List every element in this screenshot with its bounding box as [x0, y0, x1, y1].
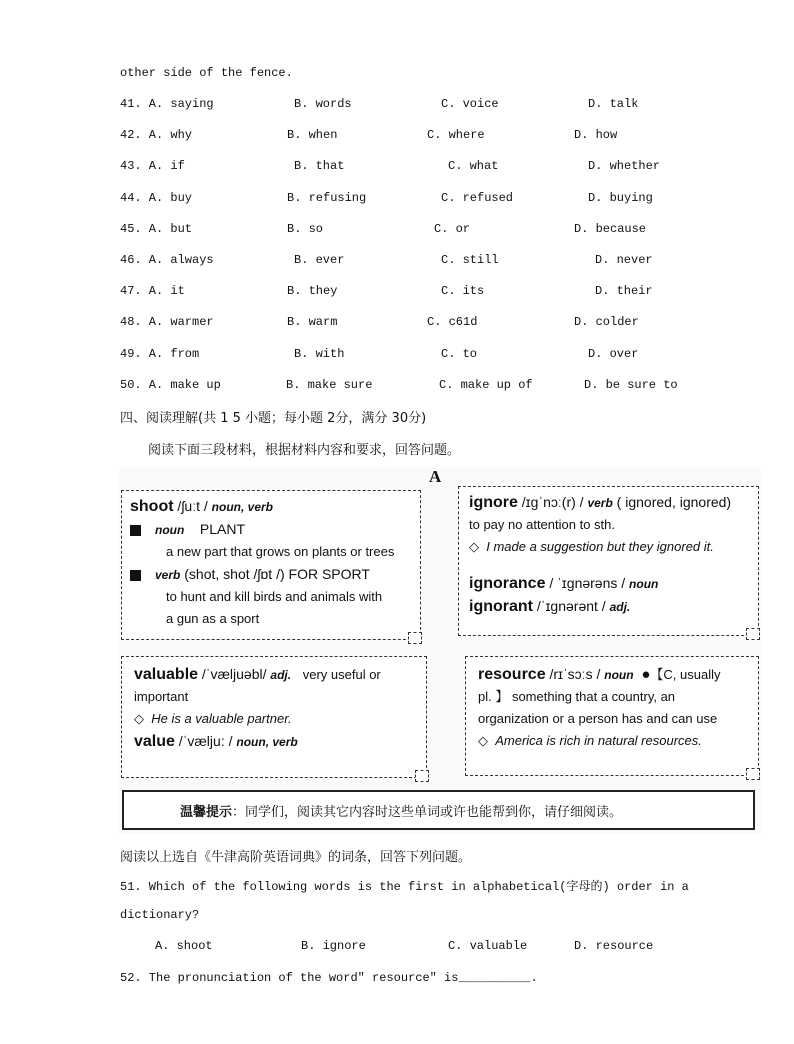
option-d: D. colder: [574, 315, 639, 329]
square-bullet-icon: [130, 525, 141, 536]
option-b: B. that: [294, 159, 345, 173]
option-c: C. its: [441, 284, 485, 298]
phonetic: /ʃuːt /: [173, 498, 212, 514]
diamond-icon: ◇: [478, 733, 496, 748]
option-b: B. with: [294, 347, 345, 361]
option-a: 43. A. if: [120, 159, 185, 173]
definition: a new part that grows on plants or trees: [166, 544, 395, 559]
option-c: C. where: [427, 128, 485, 142]
page-curl-icon: [746, 628, 760, 640]
derived-word: ignorant: [469, 598, 533, 615]
part-of-speech: noun: [155, 523, 185, 537]
option-b: B. ignore: [301, 939, 366, 953]
phonetic: / ˈɪgnərəns /: [545, 575, 630, 591]
option-c: C. c61d: [427, 315, 478, 329]
option-d: D. never: [595, 253, 653, 267]
verb-forms: (shot, shot /ʃɒt /) FOR SPORT: [180, 566, 370, 582]
tip-label: 温馨提示: [180, 804, 233, 820]
part-of-speech: noun: [604, 668, 634, 682]
part-of-speech: verb: [587, 496, 613, 510]
page-curl-icon: [408, 632, 422, 644]
option-a: 50. A. make up: [120, 378, 221, 392]
option-b: B. words: [294, 97, 352, 111]
sense-label: PLANT: [199, 521, 246, 537]
definition: pl. 】 something that a country, an: [478, 689, 676, 704]
option-a: 44. A. buy: [120, 191, 193, 205]
part-of-speech: noun: [629, 577, 659, 591]
option-b: B. ever: [294, 253, 345, 267]
verb-forms: ( ignored, ignored): [612, 494, 732, 510]
entry-valuable: [121, 656, 427, 778]
option-a: 45. A. but: [120, 222, 193, 236]
option-c: C. or: [434, 222, 471, 236]
derived-word: ignorance: [469, 575, 546, 592]
source-note: 阅读以上选自《牛津高阶英语词典》的词条，回答下列问题。: [120, 850, 472, 865]
tip-text: ：同学们，阅读其它内容时这些单词或许也能帮到你，请仔细阅读。: [232, 804, 623, 820]
derived-word: value: [134, 733, 175, 750]
option-b: B. when: [287, 128, 338, 142]
option-b: B. make sure: [286, 378, 373, 392]
option-b: B. so: [287, 222, 324, 236]
definition: organization or a person has and can use: [478, 711, 718, 726]
intro-fragment: other side of the fence.: [120, 66, 293, 80]
part-of-speech: adj.: [609, 600, 631, 614]
option-a: 41. A. saying: [120, 97, 214, 111]
phonetic: /ˈvæljuəbl/: [198, 666, 271, 682]
option-d: D. because: [574, 222, 647, 236]
phonetic: /rɪˈsɔːs /: [545, 666, 605, 682]
section-instruction: 阅读下面三段材料，根据材料内容和要求，回答问题。: [148, 443, 461, 458]
diamond-icon: ◇: [469, 539, 487, 554]
option-a: 48. A. warmer: [120, 315, 214, 329]
part-of-speech: adj.: [270, 668, 292, 682]
option-c: C. what: [448, 159, 499, 173]
example: He is a valuable partner.: [151, 711, 292, 726]
example: America is rich in natural resources.: [495, 733, 702, 748]
dictionary-figure: [119, 468, 761, 834]
headword: valuable: [134, 666, 199, 683]
phonetic: /ˈɪgnərənt /: [533, 598, 610, 614]
option-d: D. their: [595, 284, 653, 298]
definition: to pay no attention to sth.: [469, 517, 615, 532]
option-c: C. refused: [441, 191, 514, 205]
entry-resource: [465, 656, 759, 776]
option-a: 47. A. it: [120, 284, 185, 298]
option-c: C. voice: [441, 97, 499, 111]
headword: ignore: [469, 494, 518, 511]
option-d: D. resource: [574, 939, 654, 953]
tip-box: [122, 790, 755, 830]
headword: shoot: [130, 498, 174, 515]
passage-label: A: [429, 467, 442, 486]
definition: very useful or: [302, 667, 381, 682]
grammar-tag: 【C, usually: [650, 667, 721, 682]
option-b: B. refusing: [287, 191, 367, 205]
option-a: A. shoot: [155, 939, 213, 953]
option-b: B. warm: [287, 315, 338, 329]
page-curl-icon: [415, 770, 429, 782]
option-c: C. valuable: [448, 939, 528, 953]
square-bullet-icon: [130, 570, 141, 581]
bullet-dot-icon: ●: [641, 666, 651, 683]
option-d: D. whether: [588, 159, 661, 173]
section-title: 四、阅读理解(共 1 5 小题；每小题 2分，满分 30分): [120, 411, 427, 426]
entry-ignore: [458, 486, 759, 636]
entry-shoot: [121, 490, 421, 640]
option-d: D. buying: [588, 191, 653, 205]
diamond-icon: ◇: [134, 711, 152, 726]
question-51: 51. Which of the following words is the first in alphabetical(字母的) order in a: [120, 880, 689, 894]
question-52: 52. The pronunciation of the word" resource" is__________.: [120, 971, 538, 985]
page-curl-icon: [746, 768, 760, 780]
example: I made a suggestion but they ignored it.: [486, 539, 714, 554]
option-d: D. over: [588, 347, 639, 361]
part-of-speech: noun, verb: [211, 500, 274, 514]
part-of-speech: noun, verb: [236, 735, 298, 749]
definition: to hunt and kill birds and animals with: [166, 589, 383, 604]
option-b: B. they: [287, 284, 338, 298]
option-a: 49. A. from: [120, 347, 200, 361]
option-a: 46. A. always: [120, 253, 214, 267]
part-of-speech: verb: [155, 568, 181, 582]
definition: important: [134, 689, 189, 704]
option-d: D. be sure to: [584, 378, 678, 392]
phonetic: /ɪgˈnɔː(r) /: [517, 494, 588, 510]
option-d: D. how: [574, 128, 618, 142]
option-c: C. to: [441, 347, 478, 361]
option-a: 42. A. why: [120, 128, 193, 142]
phonetic: /ˈvælju: /: [174, 733, 237, 749]
option-c: C. make up of: [439, 378, 533, 392]
option-c: C. still: [441, 253, 499, 267]
definition: a gun as a sport: [166, 611, 260, 626]
headword: resource: [478, 666, 546, 683]
option-d: D. talk: [588, 97, 639, 111]
question-51-cont: dictionary?: [120, 908, 200, 922]
